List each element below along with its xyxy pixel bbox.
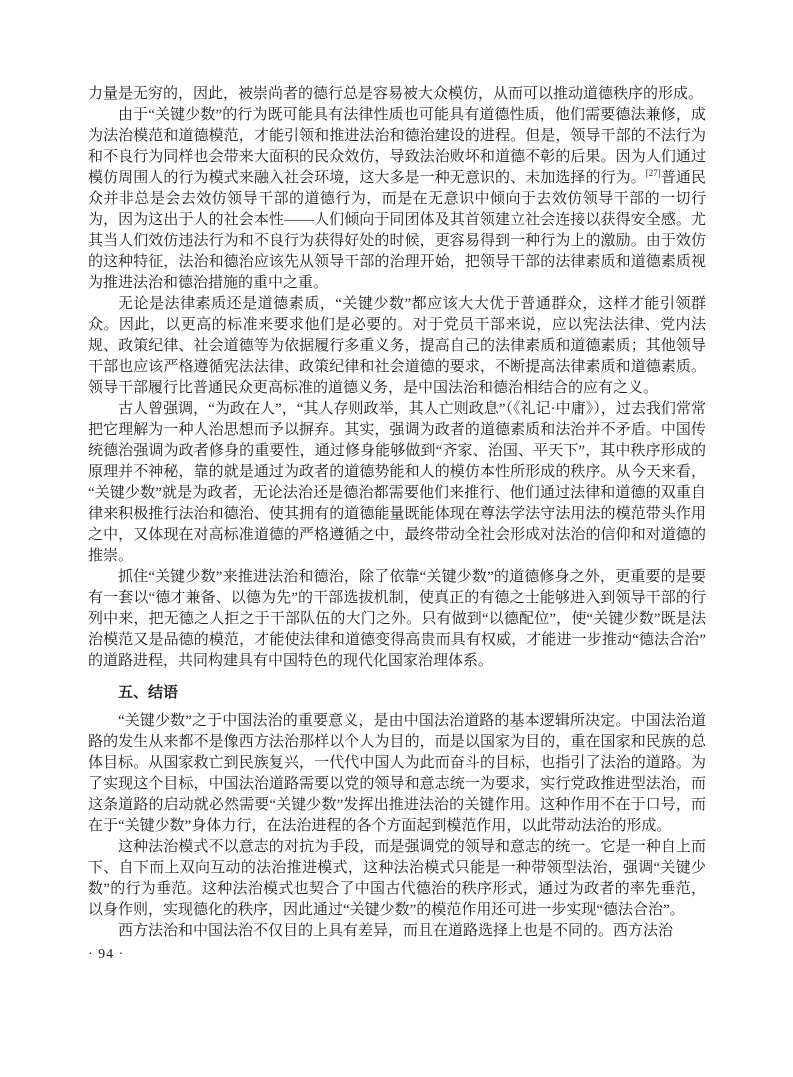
body-paragraph [88, 105, 706, 294]
body-paragraph: “关键少数”之于中国法治的重要意义，是由中国法治道路的基本逻辑所决定。中国法治道路的发生从来都不是像西方法治那样以个人为目的，而是以国家为目的，重在国家和民族的总体目标。从国家救亡到民族复兴，一代代中国人为此而奋斗的目标，也指引了法治的道路。为了实现这个目标，中国法治道路需要以党的领导和意志统一为要求，实行党政推进型法治，而这条道路的启动就必然需要“关键少数”发挥出推进法治的关键作用。这种作用不在于口号，而在于“关键少数”身体力行，在法治进程的各个方面起到模范作用，以此带动法治的形成。 [88, 713, 706, 834]
paragraph-text: 普通民众并非总是会去效仿领导干部的道德行为，而是在无意识中倾向于去效仿领导干部的一切行为，因为这出于人的社会本性——人们倾向于同团体及其首领建立社会连接以获得安全感。尤其当人们效仿违法行为和不良行为获得好处的时候，更容易得到一种行为上的激励。由于效仿的这种特征，法治和德治应该先从领导干部的治理开始，把领导干部的法律素质和道德素质视为推进法治和德治措施的重中之重。 [88, 170, 706, 291]
footnote-marker: [27] [645, 168, 661, 178]
article-body [88, 84, 706, 965]
page-number: · 94 · [88, 947, 125, 962]
body-paragraph: 这种法治模式不以意志的对抗为手段，而是强调党的领导和意志的统一。它是一种自上而下、自下而上双向互动的法治推进模式，这种法治模式只能是一种带领型法治，强调“关键少数”的行为垂范。这种法治模式也契合了中国古代德治的秩序形式，通过为政者的率先垂范，以身作则，实现德化的秩序，因此通过“关键少数”的模范作用还可进一步实现“德法合治”。 [88, 839, 706, 918]
body-paragraph: 抓住“关键少数”来推进法治和德治，除了依靠“关键少数”的道德修身之外，更重要的是要有一套以“德才兼备、以德为先”的干部选拔机制，使真正的有德之士能够进入到领导干部的行列中来，把无德之人拒之于干部队伍的大门之外。只有做到“以德配位”，使“关键少数”既是法治模范又是品德的模范，才能使法律和道德变得高贵而具有权威，才能进一步推动“德法合治”的道路进程，共同构建具有中国特色的现代化国家治理体系。 [88, 569, 706, 669]
body-paragraph: 无论是法律素质还是道德素质，“关键少数”都应该大大优于普通群众，这样才能引领群众。因此，以更高的标准来要求他们是必要的。对于党员干部来说，应以宪法法律、党内法规、政策纪律、社会道德等为依据履行多重义务，提高自己的法律素质和道德素质；其他领导干部也应该严格遵循宪法法律、政策纪律和社会道德的要求，不断提高法律素质和道德素质。领导干部履行比普通民众更高标准的道德义务，是中国法治和德治相结合的应有之义。 [88, 296, 706, 396]
body-paragraph: 西方法治和中国法治不仅目的上具有差异，而且在道路选择上也是不同的。西方法治 [118, 923, 674, 939]
body-paragraph-continuation: 力量是无穷的，因此，被崇尚者的德行总是容易被大众模仿，从而可以推动道德秩序的形成。 [88, 86, 704, 102]
body-paragraph: 古人曾强调，“为政在人”，“其人存则政举，其人亡则政息”（《礼记·中庸》），过去我们常常把它理解为一种人治思想而予以摒弃。其实，强调为政者的道德素质和法治并不矛盾。中国传统德治强调为政者修身的重要性，通过修身能够做到“齐家、治国、平天下”，其中秩序形成的原理并不神秘，靠的就是通过为政者的道德势能和人的模仿本性所形成的秩序。从今天来看，“关键少数”就是为政者，无论法治还是德治都需要他们来推行、他们通过法律和道德的双重自律来积极推行法治和德治、使其拥有的道德能量既能体现在尊法学法守法用法的模范带头作用之中，又体现在对高标准道德的严格遵循之中，最终带动全社会形成对法治的信仰和对道德的推崇。 [88, 401, 706, 564]
paragraph-text: 由于“关键少数”的行为既可能具有法律性质也可能具有道德性质，他们需要德法兼修，成为法治模范和道德模范，才能引领和推进法治和德治建设的进程。但是，领导干部的不法行为和不良行为同样也会带来大面积的民众效仿，导致法治败坏和道德不彰的后果。因为人们通过模仿周围人的行为模式来融入社会环境，这大多是一种无意识的、未加选择的行为。 [88, 107, 706, 186]
section-heading: 五、结语 [118, 684, 179, 701]
